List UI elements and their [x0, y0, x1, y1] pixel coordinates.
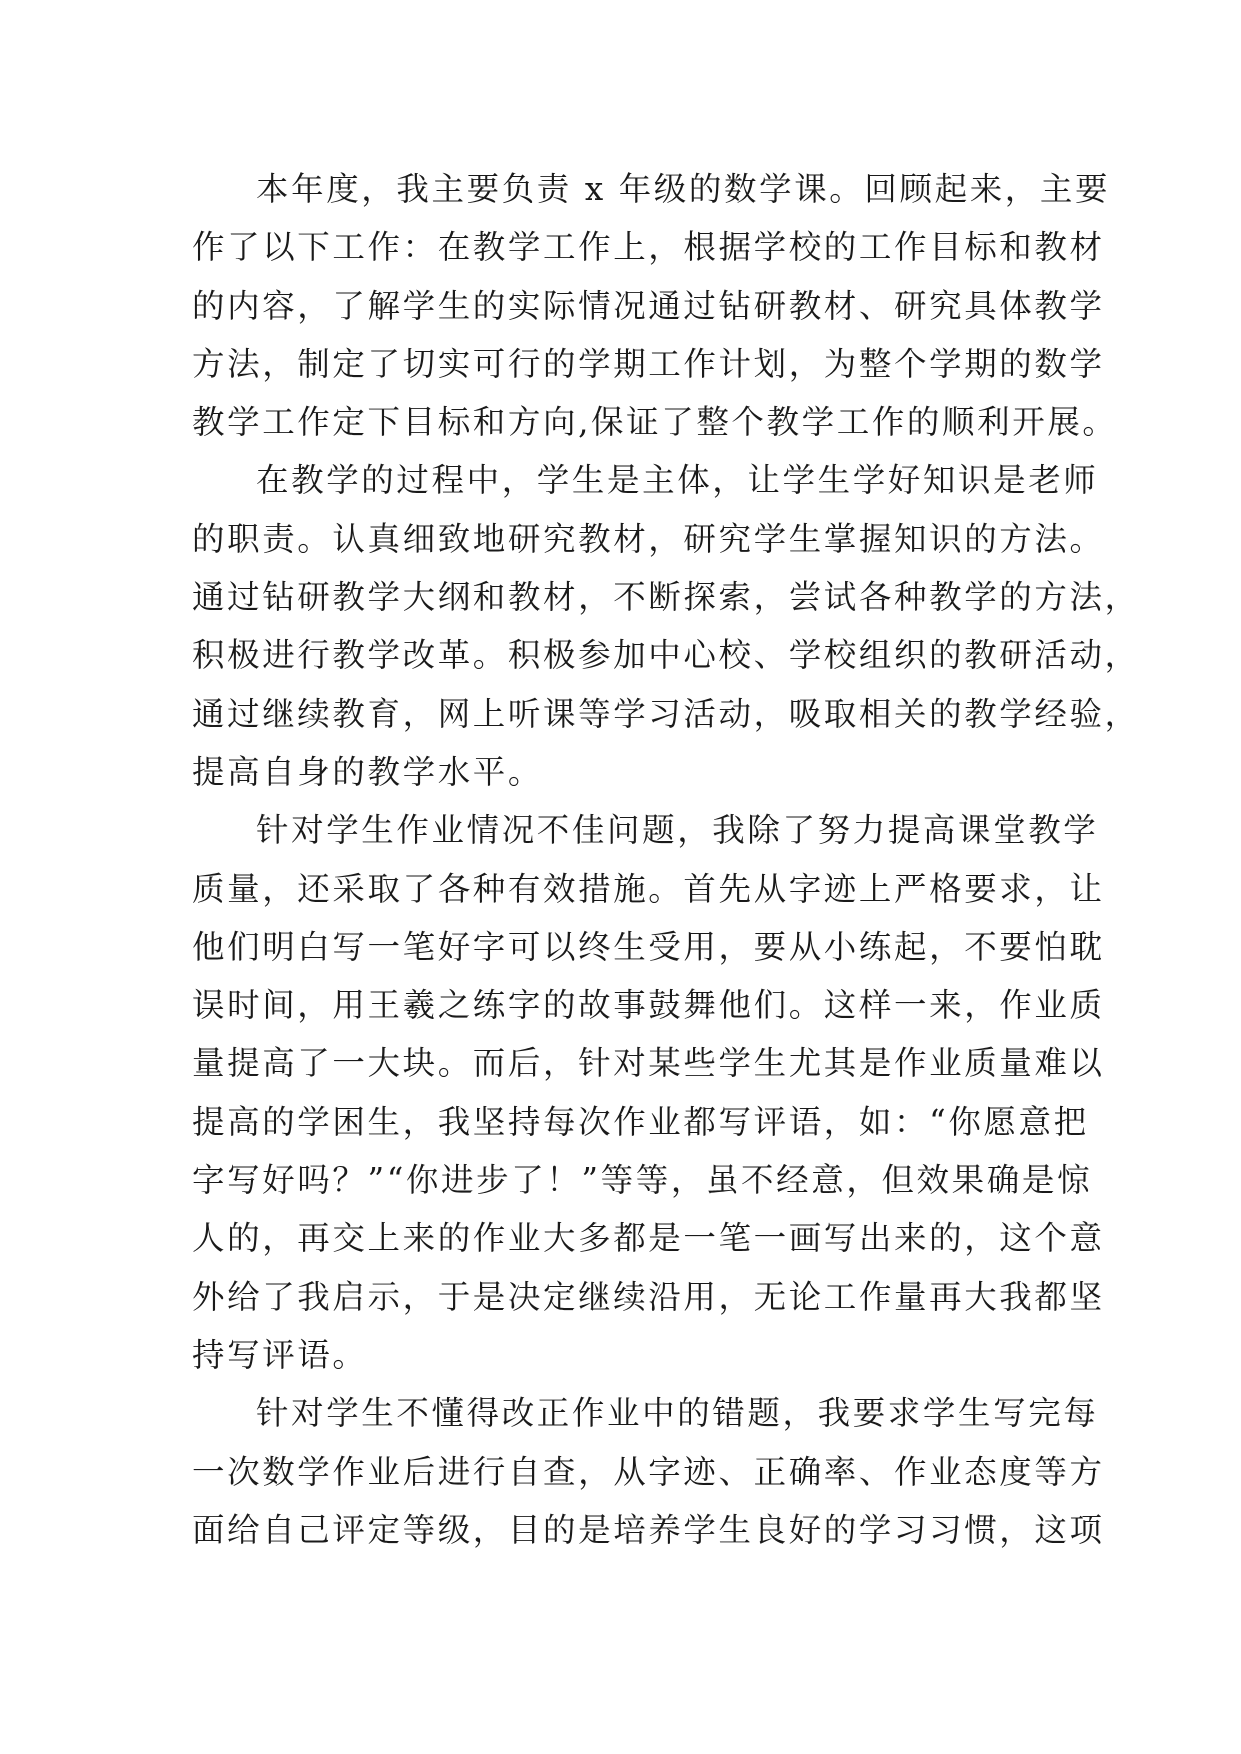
text-line: 通过继续教育，网上听课等学习活动，吸取相关的教学经验， [192, 694, 1140, 733]
text-line: 通过钻研教学大纲和教材，不断探索，尝试各种教学的方法， [192, 578, 1140, 617]
text-line: 质量，还采取了各种有效措施。首先从字迹上严格要求，让 [192, 869, 1105, 908]
text-line: 针对学生作业情况不佳问题，我除了努力提高课堂教学 [256, 811, 1099, 850]
text-line: 在教学的过程中，学生是主体，让学生学好知识是老师 [256, 461, 1099, 500]
text-line: 提高自身的教学水平。 [192, 752, 544, 791]
text-line: 方法，制定了切实可行的学期工作计划，为整个学期的数学 [192, 344, 1105, 383]
paragraph-3 [192, 801, 1105, 1384]
text-line: 教学工作定下目标和方向,保证了整个教学工作的顺利开展。 [192, 403, 1118, 442]
text-line: 他们明白写一笔好字可以终生受用，要从小练起，不要怕耽 [192, 927, 1105, 966]
text-line: 字写好吗？”“你进步了！”等等，虽不经意，但效果确是惊 [192, 1161, 1093, 1200]
text-line: 一次数学作业后进行自查，从字迹、正确率、作业态度等方 [192, 1452, 1105, 1491]
text-line: 提高的学困生，我坚持每次作业都写评语，如：“你愿意把 [192, 1102, 1089, 1141]
paragraph-4 [192, 1384, 1105, 1559]
paragraph-1 [192, 160, 1118, 451]
text-line: 量提高了一大块。而后，针对某些学生尤其是作业质量难以 [192, 1044, 1105, 1083]
text-line: 人的，再交上来的作业大多都是一笔一画写出来的，这个意 [192, 1219, 1105, 1258]
text-line: 的内容，了解学生的实际情况通过钻研教材、研究具体教学 [192, 286, 1105, 325]
text-line: 的职责。认真细致地研究教材，研究学生掌握知识的方法。 [192, 519, 1105, 558]
text-line: 持写评语。 [192, 1335, 368, 1374]
text-line: 外给了我启示，于是决定继续沿用，无论工作量再大我都坚 [192, 1277, 1105, 1316]
document-body [192, 160, 1140, 1559]
text-line: 作了以下工作：在教学工作上，根据学校的工作目标和教材 [192, 228, 1105, 267]
text-line: 误时间，用王羲之练字的故事鼓舞他们。这样一来，作业质 [192, 986, 1105, 1025]
paragraph-2 [192, 451, 1140, 801]
text-line: 积极进行教学改革。积极参加中心校、学校组织的教研活动， [192, 636, 1140, 675]
text-line: 针对学生不懂得改正作业中的错题，我要求学生写完每 [256, 1394, 1099, 1433]
text-line: 面给自己评定等级，目的是培养学生良好的学习习惯，这项 [192, 1510, 1105, 1549]
text-line: 本年度，我主要负责 x 年级的数学课。回顾起来，主要 [256, 170, 1111, 208]
